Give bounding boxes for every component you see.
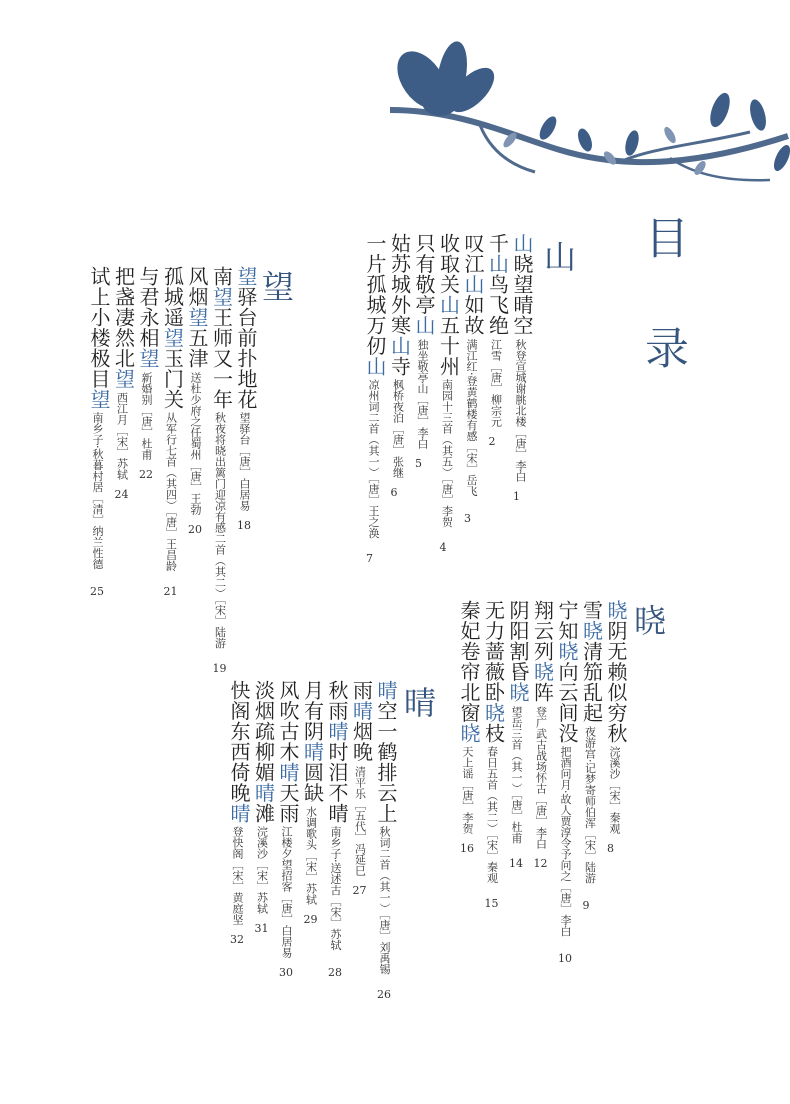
toc-entry-source: 望岳三首（其一）［唐］杜甫 (510, 706, 523, 844)
toc-entry-title (373, 680, 399, 824)
toc-keyword-highlight: 望 (185, 307, 209, 328)
toc-title-text: 清笳乱起 (579, 641, 604, 723)
toc-title-text: 如故 (461, 294, 485, 336)
toc-entry-page-number: 22 (139, 468, 153, 481)
toc-keyword-highlight: 山 (387, 335, 412, 356)
toc-entry-title (460, 233, 486, 336)
toc-entry-title (485, 233, 511, 336)
section-title-wang: 望 (257, 270, 295, 302)
toc-entry-title (530, 600, 556, 703)
toc-title-text: 无力蔷薇卧 (481, 600, 506, 703)
toc-entry-page-number: 6 (390, 486, 398, 499)
toc-entry-title (226, 680, 252, 824)
toc-title-text: 只有敬亭 (412, 233, 436, 315)
toc-entry-source: 秋登宣城谢朓北楼［唐］李白 (514, 339, 527, 482)
toc-entry-source: 浣溪沙［宋］苏轼 (255, 826, 269, 914)
toc-entry-title (300, 680, 326, 803)
toc-entry-page-number: 7 (366, 552, 373, 565)
toc-entry-source: 南乡子·送述古［宋］苏轼 (329, 826, 342, 951)
toc-title-text: 南 (209, 266, 234, 287)
toc-title-text: 秋雨 (325, 680, 349, 721)
toc-entry-page-number: 19 (212, 662, 227, 675)
toc-entry-page-number: 26 (377, 988, 391, 1001)
toc-keyword-highlight: 晓 (506, 682, 530, 703)
toc-keyword-highlight: 山 (461, 274, 485, 295)
toc-entry-source: 秋词二首（其一）［唐］刘禹锡 (378, 826, 391, 975)
toc-title-text: 烟晚 (349, 721, 374, 762)
toc-title-text: 阴无赖似穷秋 (604, 620, 628, 744)
toc-title-text: 雪 (579, 600, 604, 621)
toc-title-text: 试上小楼极目 (87, 266, 111, 389)
toc-entry-source: 新婚别［唐］杜甫 (140, 372, 153, 460)
toc-entry-title (209, 266, 235, 410)
toc-entry-page-number: 32 (230, 933, 244, 946)
toc-entry-page-number: 1 (513, 490, 520, 503)
magnolia-branch-illustration (370, 40, 790, 190)
toc-title-text: 五十州 (436, 315, 461, 377)
toc-title-text: 驿台前扑地花 (234, 286, 258, 410)
toc-entry-page-number: 20 (188, 523, 202, 536)
toc-keyword-highlight: 晴 (349, 700, 374, 721)
toc-title-text: 五津 (185, 327, 209, 369)
toc-entry-source: 江雪［唐］柳宗元 (489, 339, 503, 427)
toc-keyword-highlight: 山 (510, 233, 534, 254)
toc-entry-source: 江楼夕望招客［唐］白居易 (280, 826, 293, 958)
toc-entry-source: 水调歌头［宋］苏轼 (304, 806, 318, 905)
toc-keyword-highlight: 晴 (374, 680, 398, 701)
toc-keyword-highlight: 望 (234, 266, 258, 287)
toc-title-text: 向云间没 (555, 661, 579, 744)
toc-entry-page-number: 4 (439, 541, 447, 554)
toc-entry-page-number: 3 (464, 512, 471, 525)
toc-title-text: 空一鹤排云上 (374, 700, 398, 824)
toc-title-text: 收取关 (436, 233, 461, 295)
toc-entry-source: 望驿台［唐］白居易 (238, 412, 251, 511)
toc-entry-title (324, 680, 350, 824)
toc-title-text: 孤城遥 (160, 266, 185, 328)
toc-keyword-highlight: 望 (136, 348, 160, 369)
toc-keyword-highlight: 山 (363, 356, 387, 377)
toc-entry-source: 把酒问月·故人贾淳令予问之［唐］李白 (559, 746, 572, 937)
toc-entry-title (86, 266, 112, 410)
toc-entry-title (135, 266, 161, 369)
toc-entry-title (184, 266, 210, 369)
toc-title-text: 宁知 (555, 600, 579, 641)
toc-entry-source: 凉州词二首（其一）［唐］王之涣 (367, 379, 380, 539)
toc-entry-title (436, 233, 462, 377)
toc-title-text: 叹江 (461, 233, 485, 274)
toc-entry-source: 天上谣［唐］李贺 (461, 746, 474, 834)
toc-keyword-highlight: 望 (209, 286, 234, 307)
toc-entry-page-number: 5 (415, 457, 422, 470)
toc-entry-title (411, 233, 437, 336)
toc-entry-page-number: 10 (558, 952, 572, 965)
toc-title-text: 时泪不晴 (325, 741, 349, 824)
toc-entry-page-number: 2 (488, 435, 496, 448)
toc-title-text: 姑苏城外寒 (387, 233, 412, 336)
toc-keyword-highlight: 望 (87, 389, 111, 410)
toc-entry-title (362, 233, 388, 377)
toc-keyword-highlight: 晴 (227, 803, 251, 824)
toc-entry-title (481, 600, 507, 744)
toc-entry-source: 独坐敬亭山［唐］李白 (416, 339, 429, 449)
section-title-qing: 晴 (399, 686, 437, 718)
toc-entry-page-number: 9 (582, 899, 590, 912)
toc-entry-page-number: 12 (533, 857, 548, 870)
toc-keyword-highlight: 晓 (457, 723, 481, 744)
toc-entry-page-number: 14 (509, 857, 523, 870)
toc-title-text: 枝 (481, 723, 506, 744)
toc-entry-source: 浣溪沙［宋］秦观 (608, 746, 621, 834)
toc-keyword-highlight: 望 (160, 327, 185, 348)
toc-title-text: 千 (485, 233, 510, 254)
toc-entry-title (505, 600, 531, 703)
toc-keyword-highlight: 望 (111, 368, 136, 389)
toc-entry-page-number: 24 (114, 488, 129, 501)
toc-keyword-highlight: 山 (485, 253, 510, 274)
toc-entry-title (111, 266, 137, 389)
toc-entry-source: 南园十三首（其五）［唐］李贺 (440, 379, 454, 528)
section-title-shan: 山 (539, 240, 577, 272)
page-title: 目 录 (637, 215, 688, 395)
toc-keyword-highlight: 晴 (276, 762, 300, 783)
toc-entry-title (349, 680, 375, 762)
toc-entry-source: 西江月［宋］苏轼 (115, 392, 129, 480)
toc-entry-title (554, 600, 580, 744)
toc-title-text: 晓望晴空 (510, 253, 534, 336)
toc-entry-source: 南乡子·秋暮村居［清］纳兰性德 (91, 412, 104, 570)
toc-entry-source: 送杜少府之任蜀州［唐］王勃 (189, 372, 202, 515)
toc-entry-source: 秋夜将晓出篱门迎凉有感二首（其二）［宋］陆游 (213, 412, 227, 649)
toc-entry-page-number: 25 (90, 585, 104, 598)
toc-title-text: 滩 (251, 803, 276, 824)
toc-entry-source: 满江红·登黄鹤楼有感［宋］岳飞 (465, 339, 478, 497)
toc-entry-page-number: 16 (460, 842, 474, 855)
toc-entry-source: 登快阁［宋］黄庭坚 (231, 826, 244, 925)
toc-entry-page-number: 30 (279, 966, 293, 979)
toc-keyword-highlight: 晓 (481, 702, 506, 723)
toc-title-text: 淡烟疏柳媚 (251, 680, 276, 783)
toc-entry-page-number: 15 (484, 897, 499, 910)
section-title-xiao: 晓 (629, 604, 667, 636)
toc-title-text: 阵 (530, 682, 555, 703)
toc-title-text: 雨 (349, 680, 374, 701)
toc-entry-title (509, 233, 535, 336)
toc-keyword-highlight: 晴 (325, 721, 349, 742)
toc-entry-page-number: 8 (607, 842, 614, 855)
toc-entry-title (579, 600, 605, 723)
toc-title-text: 快阁东西倚晚 (227, 680, 251, 803)
toc-entry-source: 夜游宫·记梦寄师伯浑［宋］陆游 (583, 726, 597, 884)
toc-title-text: 风吹古木 (276, 680, 300, 762)
toc-entry-title (251, 680, 277, 824)
toc-title-text: 玉门关 (160, 348, 185, 410)
toc-entry-page-number: 21 (163, 585, 178, 598)
toc-entry-source: 清平乐［五代］冯延巳 (353, 766, 367, 876)
toc-title-text: 月有阴 (300, 680, 325, 742)
toc-title-text: 一片孤城万仞 (363, 233, 387, 356)
toc-title-text: 把盏凄然北 (111, 266, 136, 369)
toc-entry-title (603, 600, 629, 744)
toc-entry-title (233, 266, 259, 410)
toc-entry-page-number: 28 (328, 966, 342, 979)
toc-entry-page-number: 29 (303, 913, 318, 926)
toc-keyword-highlight: 山 (436, 294, 461, 315)
toc-entry-source: 春日五首（其二）［宋］秦观 (485, 746, 499, 884)
toc-entry-page-number: 18 (237, 519, 251, 532)
toc-entry-page-number: 31 (254, 922, 269, 935)
toc-keyword-highlight: 晓 (555, 641, 579, 662)
toc-title-text: 鸟飞绝 (485, 274, 510, 336)
toc-keyword-highlight: 晓 (604, 600, 628, 621)
toc-title-text: 与君永相 (136, 266, 160, 348)
toc-title-text: 寺 (387, 356, 412, 377)
toc-title-text: 王师又一年 (209, 307, 234, 410)
toc-entry-title (387, 233, 413, 377)
toc-entry-page-number: 27 (352, 884, 367, 897)
toc-entry-source: 登广武古战场怀古［唐］李白 (534, 706, 548, 849)
toc-entry-title (275, 680, 301, 824)
toc-title-text: 风烟 (185, 266, 209, 307)
toc-title-text: 天雨 (276, 782, 300, 824)
toc-keyword-highlight: 晴 (300, 741, 325, 762)
toc-entry-title (456, 600, 482, 744)
toc-keyword-highlight: 晓 (530, 661, 555, 682)
toc-keyword-highlight: 晓 (579, 620, 604, 641)
toc-entry-source: 从军行七首（其四）［唐］王昌龄 (164, 412, 178, 572)
toc-title-text: 翔云列 (530, 600, 555, 662)
toc-entry-title (160, 266, 186, 410)
toc-title-text: 秦妃卷帘北窗 (457, 600, 481, 723)
toc-entry-source: 枫桥夜泊［唐］张继 (391, 379, 405, 478)
toc-title-text: 阴阳割昏 (506, 600, 530, 682)
toc-keyword-highlight: 晴 (251, 782, 276, 803)
toc-title-text: 圆缺 (300, 762, 325, 803)
toc-keyword-highlight: 山 (412, 315, 436, 336)
